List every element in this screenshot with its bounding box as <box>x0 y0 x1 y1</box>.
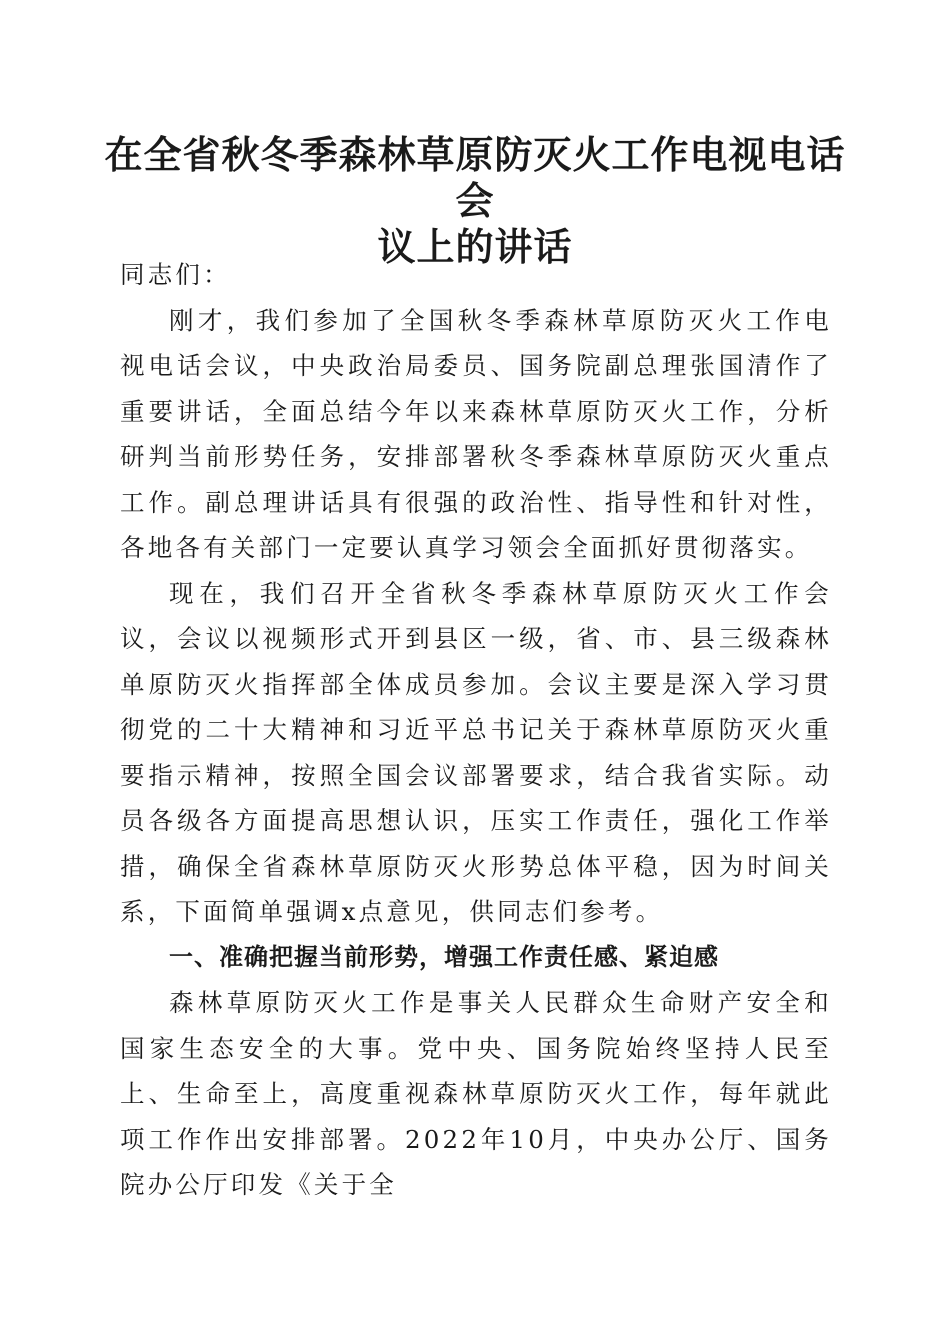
title-line-2: 议上的讲话 <box>377 225 573 269</box>
section-heading-1: 一、准确把握当前形势，增强工作责任感、紧迫感 <box>169 942 719 971</box>
title-line-1: 在全省秋冬季森林草原防灭火工作电视电话会 <box>104 133 846 223</box>
salutation: 同志们： <box>120 260 231 289</box>
document-title <box>100 132 850 270</box>
paragraph-2: 现在，我们召开全省秋冬季森林草原防灭火工作会议，会议以视频形式开到县区一级，省、市、县三级森林单原防灭火指挥部全体成员参加。会议主要是深入学习贯彻党的二十大精神和习近平总书记关于森林草原防灭火重要指示精神，按照全国会议部署要求，结合我省实际。动员各级各方面提高思想认识，压实工作责任，强化工作举措，确保全省森林草原防灭火形势总体平稳，因为时间关系，下面简单强调x点意见，供同志们参考。 <box>120 578 832 926</box>
section-1-paragraph: 森林草原防灭火工作是事关人民群众生命财产安全和国家生态安全的大事。党中央、国务院始终坚持人民至上、生命至上，高度重视森林草原防灭火工作，每年就此项工作作出安排部署。2022年10月，中央办公厅、国务院办公厅印发《关于全 <box>120 988 832 1199</box>
document-body <box>120 252 832 1208</box>
paragraph-1: 刚才，我们参加了全国秋冬季森林草原防灭火工作电视电话会议，中央政治局委员、国务院副总理张国清作了重要讲话，全面总结今年以来森林草原防灭火工作，分析研判当前形势任务，安排部署秋冬季森林草原防灭火重点工作。副总理讲话具有很强的政治性、指导性和针对性，各地各有关部门一定要认真学习领会全面抓好贯彻落实。 <box>120 305 832 562</box>
